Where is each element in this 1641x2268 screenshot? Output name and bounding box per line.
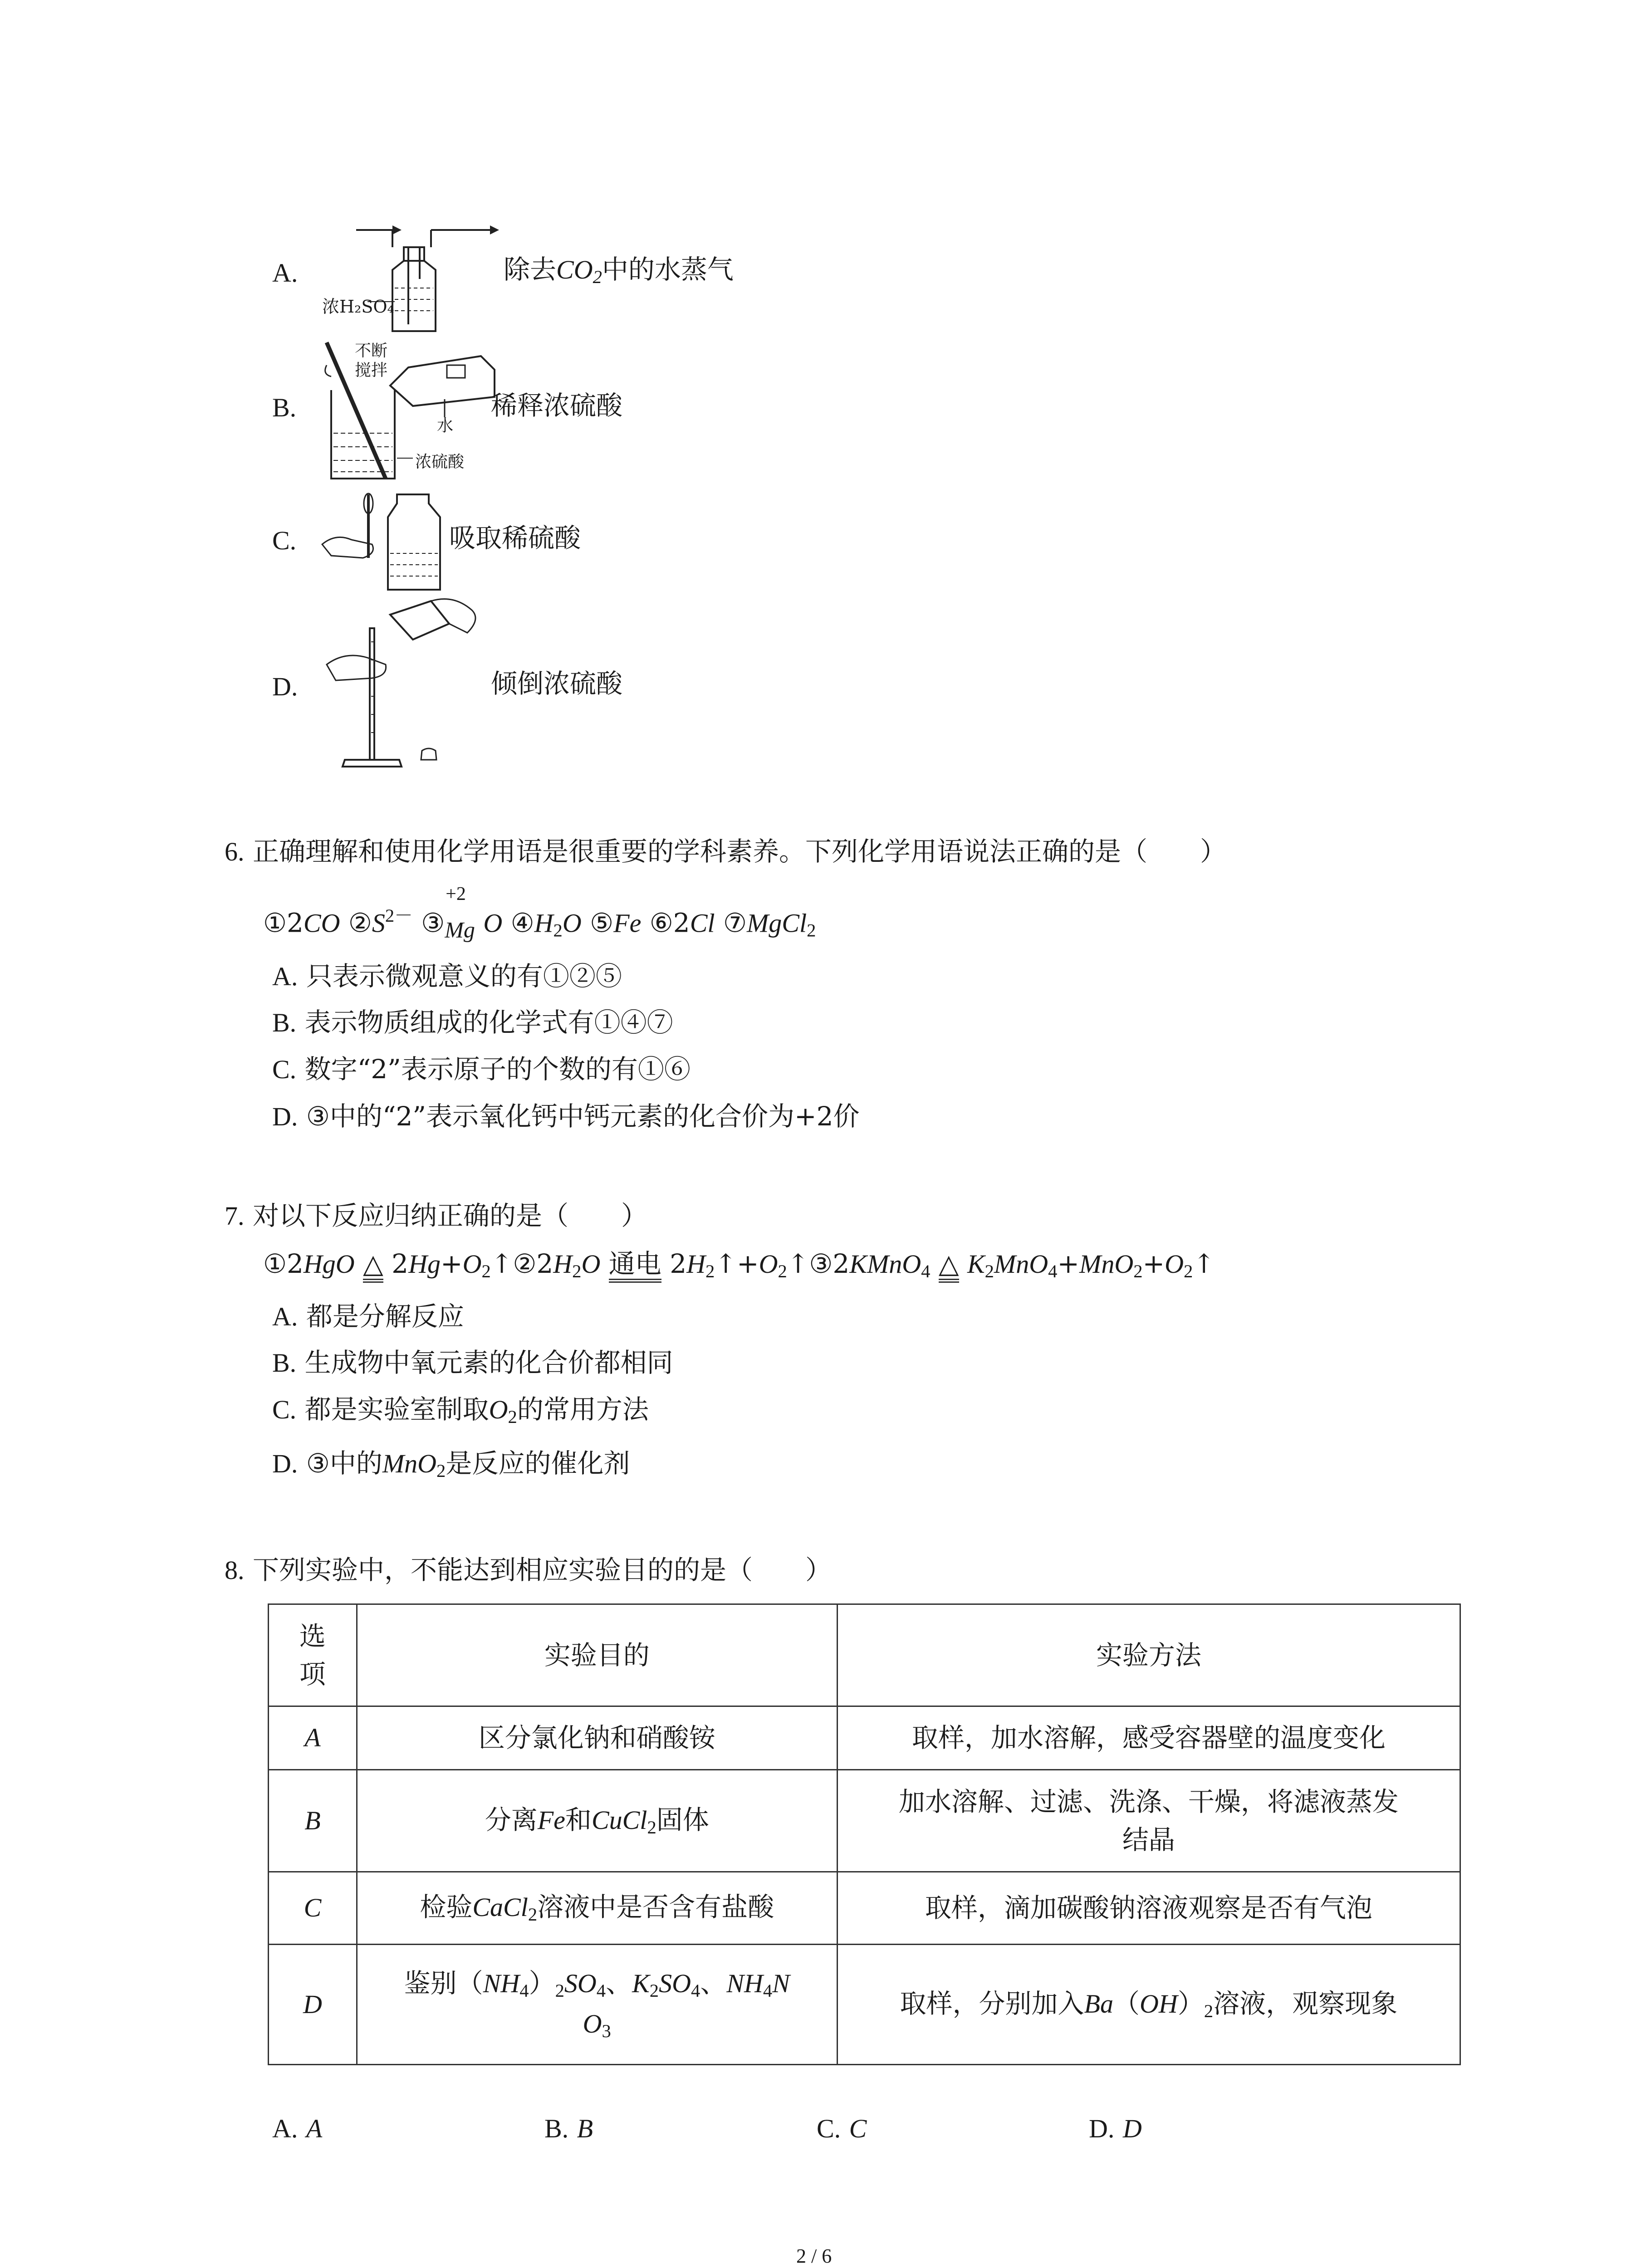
fig-label-water: 水 xyxy=(437,416,454,435)
q6-stem: 6. 正确理解和使用化学用语是很重要的学科素养。下列化学用语说法正确的是（ ） xyxy=(225,836,1226,867)
row-option: B xyxy=(269,1770,357,1872)
q5-option-a-text: 除去$CO_2$中的水蒸气 xyxy=(504,254,734,288)
row-method: 取样，加水溶解，感受容器壁的温度变化 xyxy=(837,1706,1460,1770)
row-option: D xyxy=(269,1945,357,2065)
q5-option-c-label: C. xyxy=(272,526,297,555)
experiment-table xyxy=(268,1603,1461,2065)
row-purpose: 区分氯化钠和硝酸铵 xyxy=(357,1706,837,1770)
fig-label-stir: 不断 搅拌 xyxy=(355,342,388,380)
row-purpose: 检验CaCl$_2$溶液中是否含有盐酸 xyxy=(357,1872,837,1945)
table-row xyxy=(269,1706,1460,1770)
fig-label-conc-acid: 浓硫酸 xyxy=(415,453,465,471)
q6-option-d: D. ③中的“2”表示氧化钙中钙元素的化合价为+2价 xyxy=(272,1101,860,1132)
gas-washing-bottle-figure xyxy=(318,220,513,338)
table-header-row xyxy=(269,1604,1460,1706)
pouring-acid-figure xyxy=(318,596,508,778)
q8-stem: 8. 下列实验中，不能达到相应实验目的的是（ ） xyxy=(225,1554,832,1585)
q7-equations: ①2HgO △ $2Hg+O_2↑②2H_2O$ 通电 $2H_2↑+O_2↑③2KMnO_4$ △ $K_2MnO_4+MnO_2+O_2↑$ xyxy=(263,1248,1215,1283)
q7-option-d: D. ③中的MnO$_2$是反应的催化剂 xyxy=(272,1448,630,1481)
fig-label-conc-h2so4: 浓H₂SO₄ xyxy=(322,297,394,317)
q6-items-line: ①2CO $②S^{2-}$ ③ +2 Mg O $④H_2O$ ⑤Fe ⑥2Cl ⑦MgCl$_2$ xyxy=(263,884,816,943)
row-method: 取样，分别加入$Ba(OH)_2$溶液，观察现象 xyxy=(837,1945,1460,2065)
row-method: 取样，滴加碳酸钠溶液观察是否有气泡 xyxy=(837,1872,1460,1945)
q5-option-c-text: 吸取稀硫酸 xyxy=(449,523,581,553)
page-number: 2 / 6 xyxy=(796,2245,832,2267)
q8-answer-c: C. C xyxy=(817,2114,867,2143)
header-purpose: 实验目的 xyxy=(357,1604,837,1706)
q7-stem: 7. 对以下反应归纳正确的是（ ） xyxy=(225,1200,647,1231)
q8-answer-a: A. A xyxy=(272,2114,323,2143)
q8-answer-d: D. D xyxy=(1089,2114,1142,2143)
q5-option-d-text: 倾倒浓硫酸 xyxy=(491,668,623,699)
q5-option-d-label: D. xyxy=(272,672,298,701)
row-purpose: 分离Fe和CuCl$_2$固体 xyxy=(357,1770,837,1872)
row-method: 加水溶解、过滤、洗涤、干燥，将滤液蒸发 结晶 xyxy=(837,1770,1460,1872)
q8-answer-b: B. B xyxy=(544,2114,593,2143)
header-method: 实验方法 xyxy=(837,1604,1460,1706)
table-row xyxy=(269,1945,1460,2065)
row-option: C xyxy=(269,1872,357,1945)
row-option: A xyxy=(269,1706,357,1770)
header-option: 选 项 xyxy=(269,1604,357,1706)
table-row xyxy=(269,1770,1460,1872)
table-row xyxy=(269,1872,1460,1945)
q5-option-b-text: 稀释浓硫酸 xyxy=(491,390,623,421)
dilution-figure xyxy=(318,338,499,488)
q7-option-a: A. 都是分解反应 xyxy=(272,1301,464,1332)
q6-option-a: A. 只表示微观意义的有①②⑤ xyxy=(272,961,622,992)
row-purpose: 鉴别$(NH_4)_2SO_4$、$K_2SO_4$、$NH_4N$ $O_3$ xyxy=(357,1945,837,2065)
q6-option-c: C. 数字“2”表示原子的个数的有①⑥ xyxy=(272,1054,691,1085)
q7-option-c: C. 都是实验室制取$O_2$的常用方法 xyxy=(272,1394,649,1427)
q7-option-b: B. 生成物中氧元素的化合价都相同 xyxy=(272,1347,673,1378)
q5-option-b-label: B. xyxy=(272,393,297,422)
q5-option-a-label: A. xyxy=(272,258,298,288)
q6-option-b: B. 表示物质组成的化学式有①④⑦ xyxy=(272,1007,673,1038)
